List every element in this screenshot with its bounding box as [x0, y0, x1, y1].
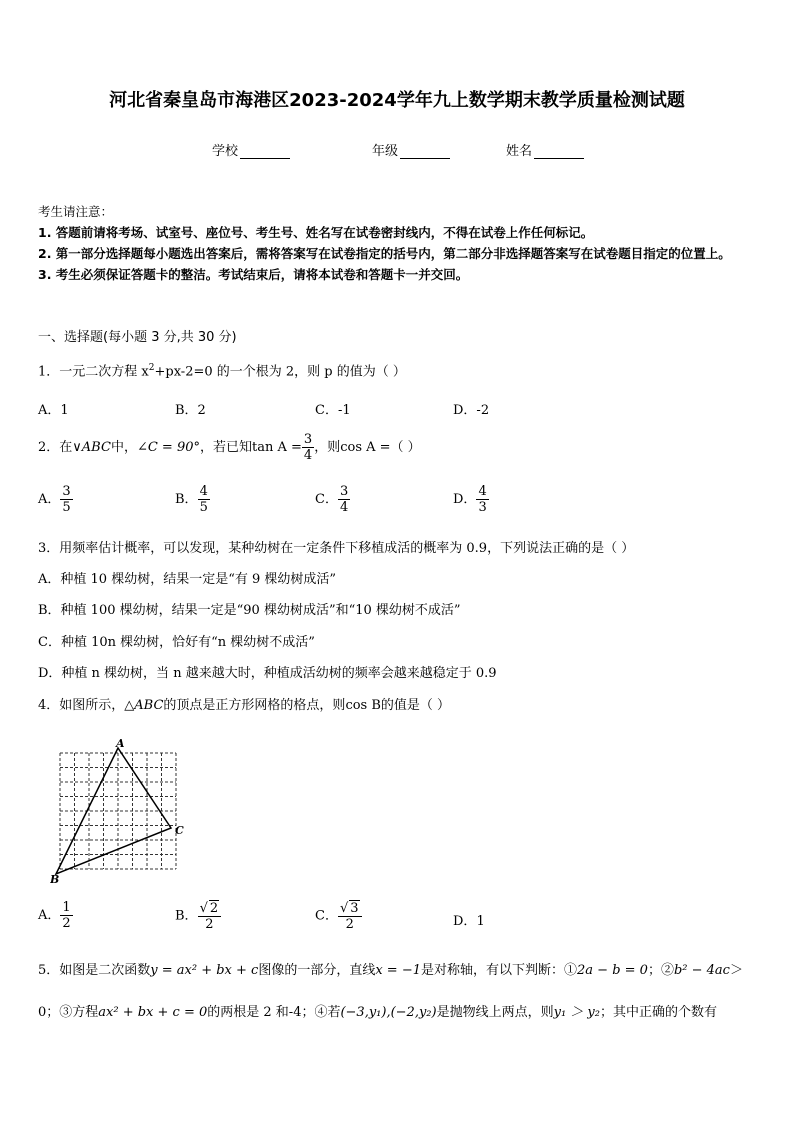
frac-num: 1	[62, 900, 71, 915]
frac-den: 5	[62, 500, 71, 515]
q1-option-d: D．-2	[453, 403, 490, 418]
option-label: D．	[453, 914, 477, 929]
q2-option-b	[175, 484, 210, 515]
q5-gt: ＞	[729, 963, 743, 978]
grid-triangle-figure	[50, 738, 200, 888]
q3-option-c: C．种植 10n 棵幼树，恰好有“n 棵幼树不成活”	[38, 635, 315, 650]
option-label: C．	[315, 908, 338, 924]
vertex-c-label: C	[175, 824, 184, 837]
q4-option-a	[38, 900, 73, 931]
q4-option-b	[175, 900, 221, 932]
grade-blank	[400, 158, 450, 159]
triangle-abc	[56, 748, 171, 874]
frac-num: √ 3	[338, 900, 362, 917]
q4-option-c	[315, 900, 362, 932]
option-label: B．	[175, 492, 198, 507]
question-5-line-1	[38, 961, 778, 981]
q5-judgement-2: b² − 4ac	[673, 963, 730, 978]
q5-axis: x = −1	[375, 963, 421, 978]
q3-option-a: A．种植 10 棵幼树，结果一定是“有 9 棵幼树成活”	[38, 572, 337, 587]
q1-post: +px-2=0 的一个根为 2，则 p 的值为（ ）	[154, 364, 406, 380]
q2-angle: ∠C = 90°	[136, 440, 200, 455]
question-4-stem	[38, 696, 763, 716]
option-fraction	[60, 900, 72, 931]
q2-pre: 2．在	[38, 440, 73, 455]
q5-points: (−3,y₁),(−2,y₂)	[340, 1005, 437, 1020]
notes-block	[38, 201, 763, 285]
q4-pre: 4．如图所示，	[38, 698, 125, 713]
option-fraction	[338, 900, 362, 932]
frac-den: 4	[339, 500, 349, 515]
q5-text: 的两根是 2 和-4；④若	[207, 1005, 341, 1020]
option-fraction	[60, 484, 72, 515]
q1-option-c: C．-1	[315, 403, 351, 418]
q2-tan-num: 3	[303, 432, 313, 447]
option-fraction	[476, 484, 488, 515]
question-5-line-2	[38, 1003, 778, 1023]
q2-option-d	[453, 484, 489, 515]
question-2-stem	[38, 432, 763, 463]
q5-text: 是对称轴，有以下判断：①	[421, 963, 578, 978]
q2-post: （ ）	[390, 440, 421, 455]
grade-field	[372, 140, 450, 159]
name-blank	[534, 158, 584, 159]
q2-mid3: ，则	[314, 440, 341, 455]
frac-num: 3	[62, 484, 71, 499]
frac-den: 2	[205, 917, 214, 932]
q5-text: 0；③方程	[38, 1005, 99, 1020]
q5-text: 图像的一部分，直线	[258, 963, 376, 978]
option-text: 1	[476, 914, 485, 929]
q2-mid2: ，若已知	[200, 440, 253, 455]
page-title: 河北省秦皇岛市海港区2023-2024学年九上数学期末教学质量检测试题	[109, 90, 685, 111]
school-label: 学校	[212, 144, 239, 159]
notes-heading: 考生请注意：	[38, 204, 114, 219]
q1-sup: 2	[148, 363, 155, 373]
frac-num: 4	[478, 484, 487, 499]
q5-text: ；②	[647, 963, 674, 978]
q2-tan-den: 4	[303, 448, 313, 463]
option-fraction	[338, 484, 350, 515]
option-label: B．	[175, 908, 198, 924]
q1-option-a: A．1	[38, 403, 69, 418]
note-item: 3. 考生必须保证答题卡的整洁。考试结束后，请将本试卷和答题卡一并交回。	[38, 267, 469, 282]
note-item: 2. 第一部分选择题每小题选出答案后，需将答案写在试卷指定的括号内，第二部分非选择题答案写在试卷题目指定的位置上。	[38, 246, 731, 261]
section-heading: 一、选择题(每小题 3 分,共 30 分)	[38, 330, 237, 345]
frac-den: 2	[62, 916, 71, 931]
q4-end: 的值是（ ）	[380, 698, 451, 713]
sqrt-radicand: 2	[209, 901, 219, 916]
q4-triangle: △ABC	[124, 698, 164, 713]
q5-text: ；其中正确的个数有	[600, 1005, 718, 1020]
q5-function: y = ax² + bx + c	[150, 963, 259, 978]
vertex-a-label: A	[116, 738, 125, 750]
q5-text: 是抛物线上两点，则	[436, 1005, 554, 1020]
frac-den: 5	[199, 500, 208, 515]
q4-cos: cos B	[345, 698, 381, 713]
school-blank	[240, 158, 290, 159]
q2-tan: tan A =	[252, 440, 302, 455]
question-1-stem	[38, 358, 763, 382]
q5-text: 5．如图是二次函数	[38, 963, 151, 978]
option-fraction	[198, 484, 210, 515]
q1-option-b: B．2	[175, 403, 206, 418]
question-3-stem: 3．用频率估计概率，可以发现，某种幼树在一定条件下移植成活的概率为 0.9，下列说法正确的是（ ）	[38, 541, 635, 556]
option-fraction	[198, 900, 222, 932]
q1-pre: 1．一元二次方程 x	[38, 364, 149, 380]
option-label: D．	[453, 492, 477, 507]
grade-label: 年级	[372, 144, 399, 159]
q2-tan-fraction	[302, 432, 314, 463]
school-field	[212, 140, 290, 159]
frac-den: 3	[478, 500, 487, 515]
q2-cos: cos A =	[340, 440, 391, 455]
q5-compare: y₁ ＞ y₂	[553, 1005, 600, 1020]
option-label: A．	[38, 908, 61, 923]
q3-option-d: D．种植 n 棵幼树，当 n 越来越大时，种植成活幼树的频率会越来越稳定于 0.9	[38, 666, 497, 681]
q4-option-d	[453, 910, 485, 929]
q5-judgement-1: 2a − b = 0	[577, 963, 648, 978]
note-item: 1. 答题前请将考场、试室号、座位号、考生号、姓名写在试卷密封线内，不得在试卷上作任何标记。	[38, 225, 594, 240]
option-label: C．	[315, 492, 338, 507]
option-label: A．	[38, 492, 61, 507]
frac-num: 4	[199, 484, 208, 499]
q2-mid1: 中，	[110, 440, 137, 455]
frac-den: 2	[345, 917, 354, 932]
q3-option-b: B．种植 100 棵幼树，结果一定是“90 棵幼树成活”和“10 棵幼树不成活”	[38, 603, 461, 618]
vertex-b-label: B	[50, 873, 60, 886]
sqrt-radicand: 3	[350, 901, 359, 916]
q2-option-c	[315, 484, 350, 515]
grid-lines	[60, 753, 176, 869]
frac-num: 3	[339, 484, 349, 499]
q2-option-a	[38, 484, 73, 515]
q5-equation: ax² + bx + c = 0	[98, 1005, 208, 1020]
frac-num: √ 2	[198, 900, 222, 917]
q4-post: 的顶点是正方形网格的格点，则	[163, 698, 346, 713]
name-field	[506, 140, 584, 159]
name-label: 姓名	[506, 144, 533, 159]
q2-triangle: ∨ABC	[72, 440, 111, 455]
